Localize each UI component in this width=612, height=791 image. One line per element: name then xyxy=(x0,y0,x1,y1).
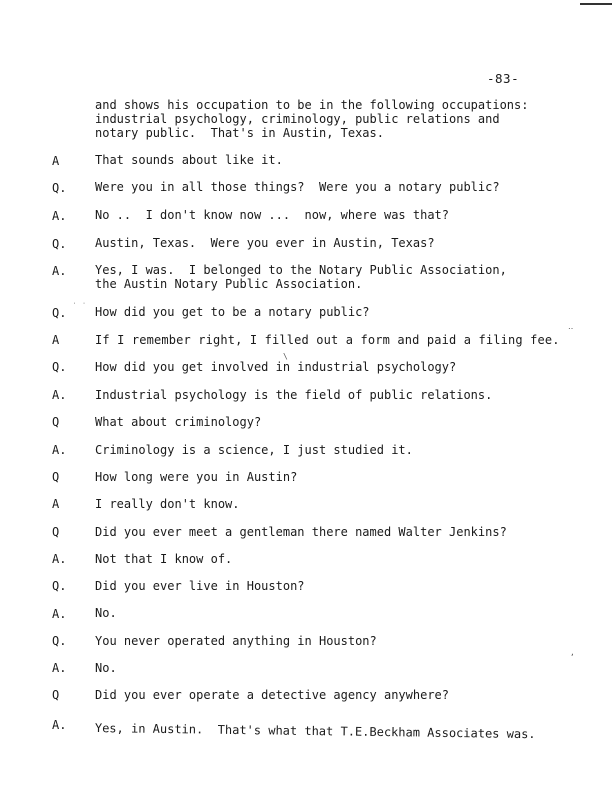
speaker-label: A. xyxy=(52,388,67,402)
scan-speck: , xyxy=(570,648,575,657)
testimony-line: Austin, Texas. Were you ever in Austin, Texas? xyxy=(95,236,435,250)
testimony-line: What about criminology? xyxy=(95,415,262,429)
speaker-label: Q. xyxy=(52,237,67,251)
speaker-label: A. xyxy=(52,718,67,732)
testimony-line: Criminology is a science, I just studied it. xyxy=(95,443,413,457)
speaker-label: Q. xyxy=(52,181,67,195)
testimony-line: Yes, in Austin. That's what that T.E.Beckham Associates was. xyxy=(94,721,536,742)
testimony-line: How did you get to be a notary public? xyxy=(95,305,370,319)
speaker-label: A. xyxy=(52,209,67,223)
testimony-line: Were you in all those things? Were you a notary public? xyxy=(95,180,500,194)
intro-line: notary public. That's in Austin, Texas. xyxy=(95,126,384,140)
speaker-label: A xyxy=(52,154,60,168)
scan-speck: ˙ ˙ xyxy=(72,302,87,311)
testimony-line: No .. I don't know now ... now, where was that? xyxy=(95,208,450,222)
speaker-label: A. xyxy=(52,552,67,566)
testimony-line: You never operated anything in Houston? xyxy=(95,634,377,648)
speaker-label: A. xyxy=(52,264,67,278)
testimony-line: Industrial psychology is the field of public relations. xyxy=(95,388,493,402)
speaker-label: Q xyxy=(52,415,60,429)
testimony-line: Did you ever operate a detective agency anywhere? xyxy=(95,688,450,702)
speaker-label: A. xyxy=(52,661,67,675)
testimony-line: Did you ever live in Houston? xyxy=(95,579,305,593)
speaker-label: Q. xyxy=(52,634,67,648)
page-number: -83- xyxy=(487,71,520,86)
speaker-label: A xyxy=(52,333,60,347)
testimony-line: Yes, I was. I belonged to the Notary Public Association, xyxy=(95,263,507,277)
testimony-line: If I remember right, I filled out a form and paid a filing fee. xyxy=(95,333,560,347)
testimony-line: How did you get involved in industrial psychology? xyxy=(95,360,457,374)
speaker-label: Q. xyxy=(52,306,67,320)
testimony-line: How long were you in Austin? xyxy=(95,470,298,484)
testimony-line: Did you ever meet a gentleman there named Walter Jenkins? xyxy=(95,525,507,539)
speaker-label: Q xyxy=(52,688,60,702)
scan-mark xyxy=(580,3,612,5)
speaker-label: A xyxy=(52,497,60,511)
speaker-label: Q. xyxy=(52,579,67,593)
speaker-label: Q. xyxy=(52,360,67,374)
intro-line: and shows his occupation to be in the following occupations: xyxy=(95,98,529,112)
intro-line: industrial psychology, criminology, public relations and xyxy=(95,112,500,126)
scan-speck: ‥ xyxy=(568,322,574,331)
scan-speck: \ xyxy=(283,352,288,361)
speaker-label: Q xyxy=(52,470,60,484)
testimony-line: the Austin Notary Public Association. xyxy=(95,277,363,291)
testimony-line: No. xyxy=(95,661,117,675)
testimony-line: That sounds about like it. xyxy=(95,153,283,167)
speaker-label: A. xyxy=(52,607,67,621)
testimony-line: No. xyxy=(95,606,117,620)
speaker-label: A. xyxy=(52,443,67,457)
testimony-line: I really don't know. xyxy=(95,497,240,511)
testimony-line: Not that I know of. xyxy=(95,552,233,566)
speaker-label: Q xyxy=(52,525,60,539)
